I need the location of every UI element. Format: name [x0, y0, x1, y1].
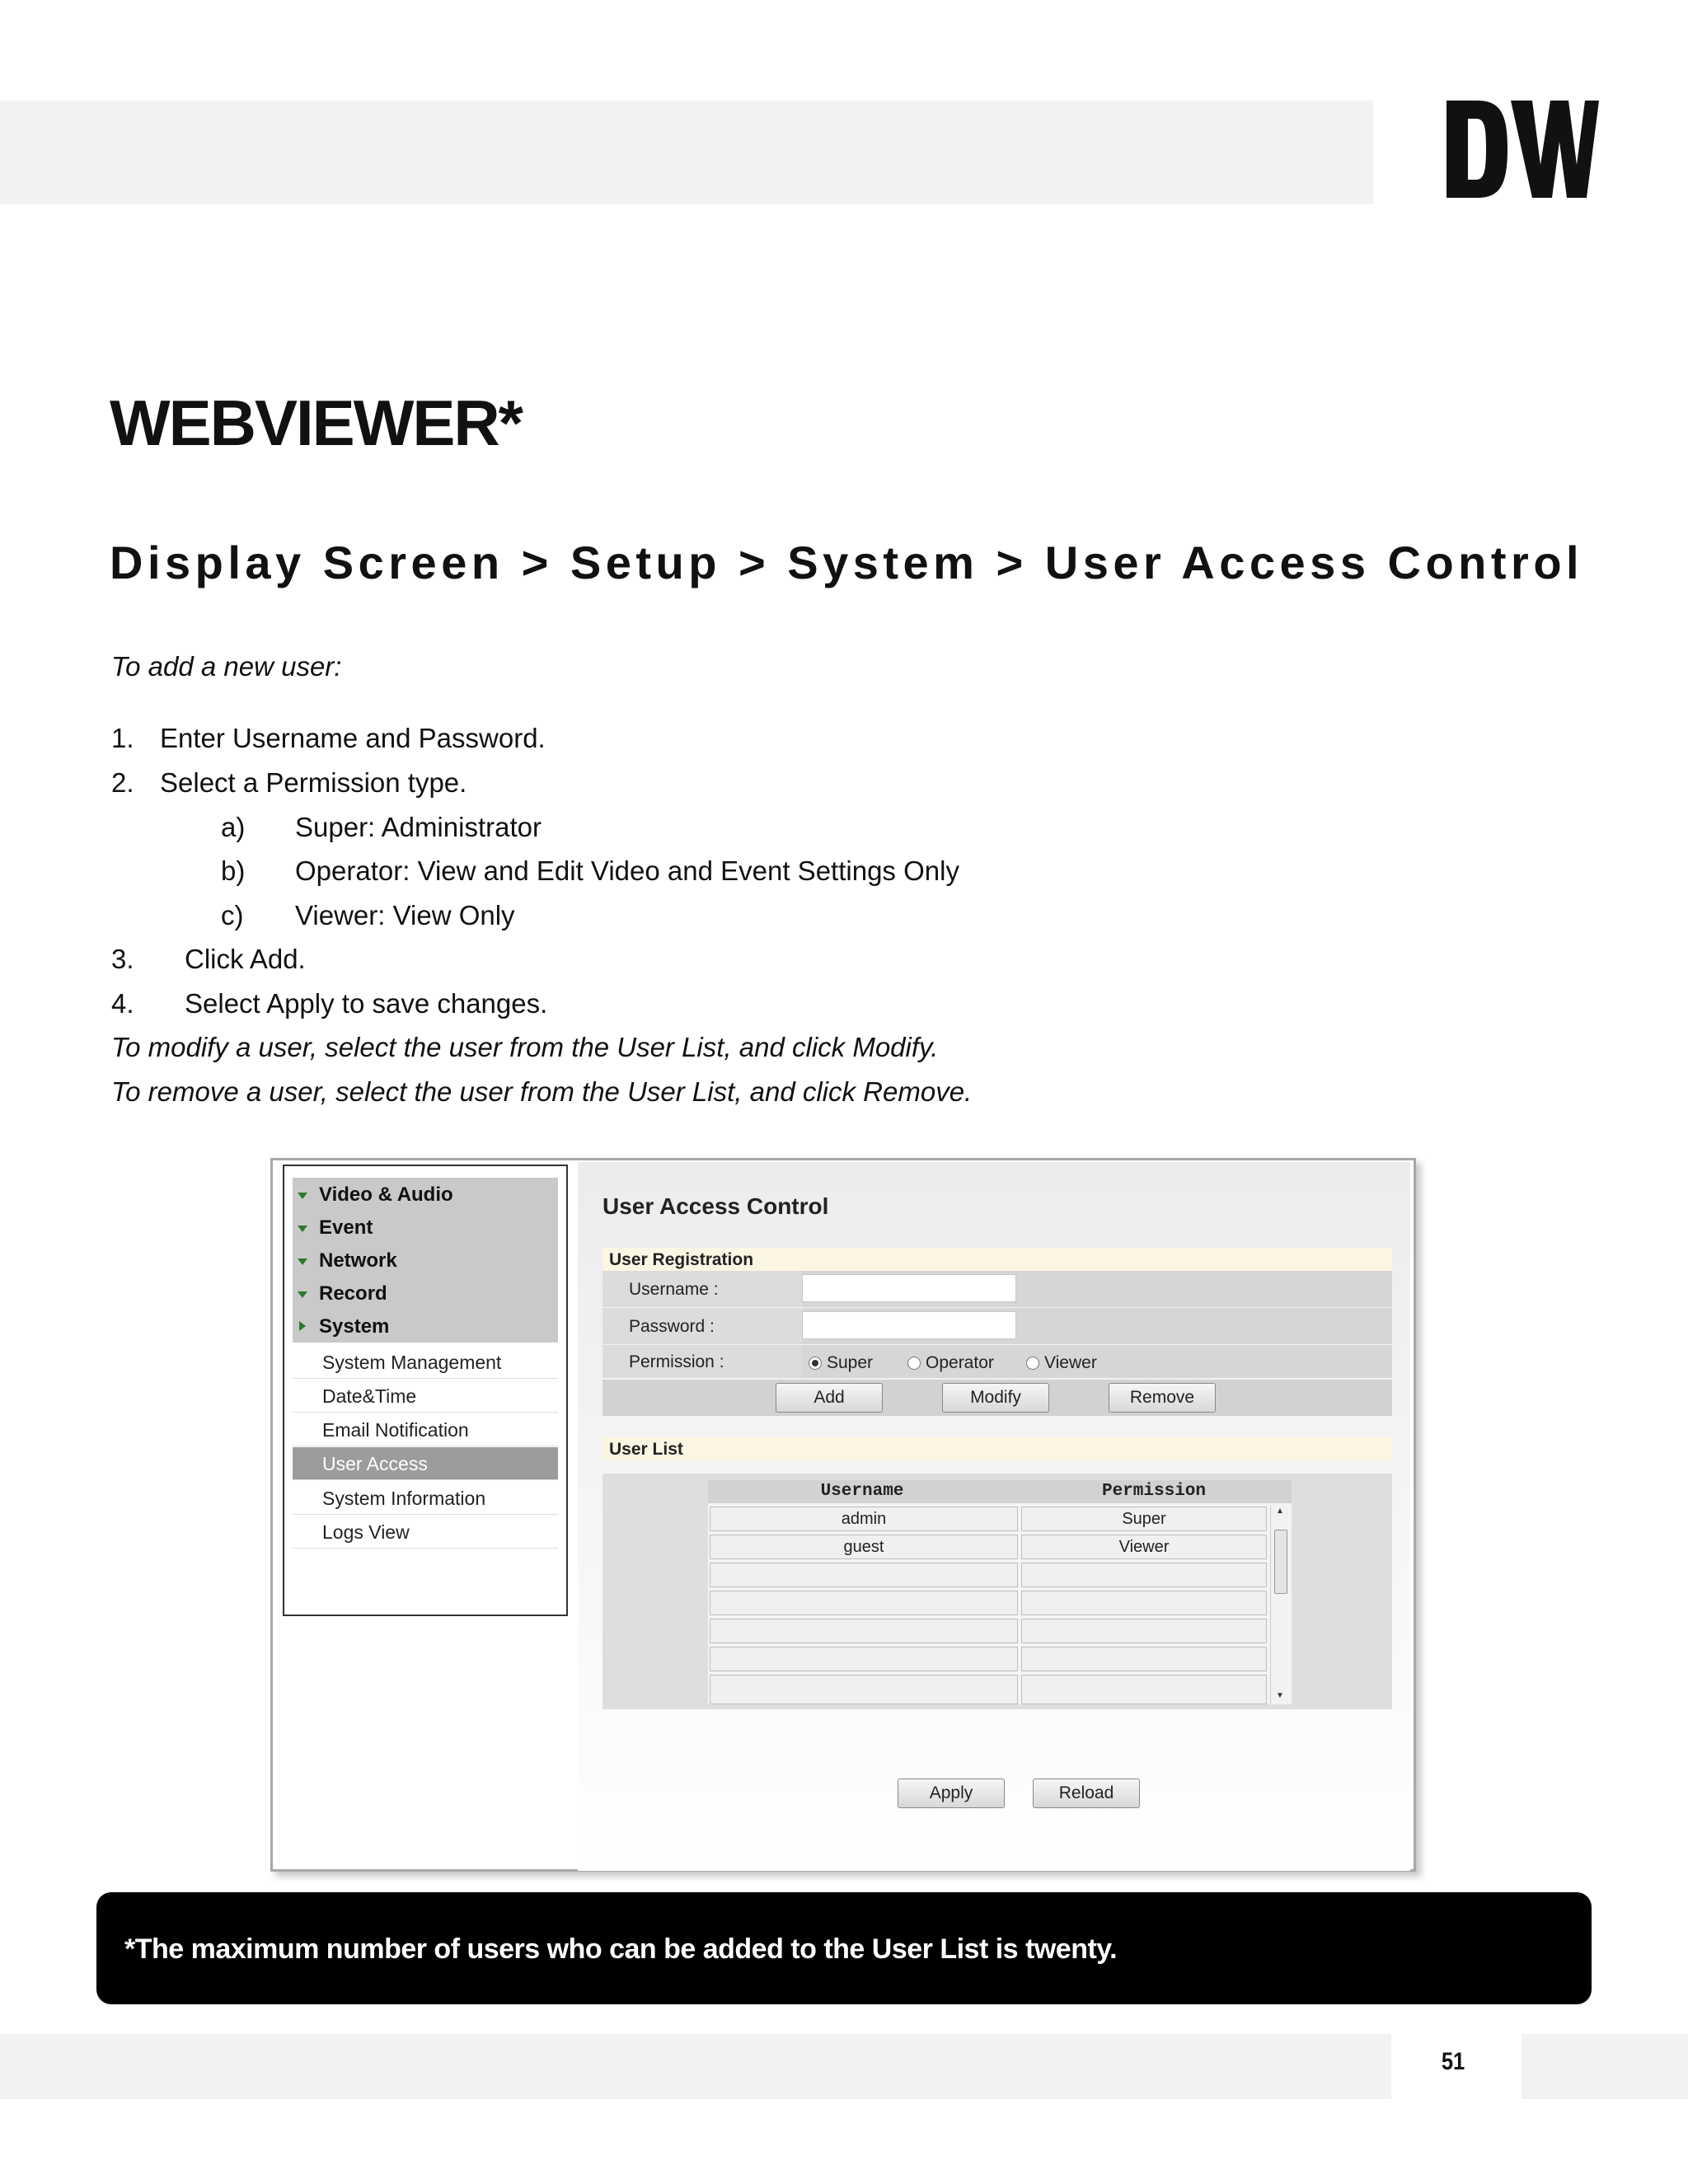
username-input[interactable] — [802, 1274, 1016, 1302]
scroll-up-icon[interactable]: ▲ — [1276, 1507, 1284, 1516]
radio-icon — [1026, 1357, 1039, 1370]
intro-text: To add a new user: — [111, 651, 342, 682]
user-list-scrollbar[interactable] — [1270, 1505, 1291, 1704]
username-label — [603, 1271, 802, 1307]
step-text: Select Apply to save changes. — [185, 988, 548, 1019]
radio-super[interactable] — [809, 1353, 873, 1373]
menu-item-user-access[interactable] — [293, 1447, 558, 1480]
menu-category-video-audio[interactable] — [293, 1178, 558, 1211]
menu-item-date-time[interactable] — [293, 1380, 558, 1413]
empty-row-cell[interactable] — [710, 1675, 1018, 1704]
menu-category-label: Record — [319, 1282, 387, 1305]
apply-button[interactable]: Apply — [898, 1779, 1005, 1808]
field-label: Permission : — [629, 1352, 724, 1371]
breadcrumb: Display Screen > Setup > System > User Access Control — [110, 537, 1584, 588]
permission-row — [603, 1345, 1392, 1378]
dw-logo — [1447, 99, 1599, 199]
user-cell-permission[interactable]: Super — [1021, 1507, 1267, 1531]
step-number: 2. — [111, 767, 134, 798]
empty-row-cell[interactable] — [710, 1591, 1018, 1615]
column-header-username[interactable]: Username — [708, 1480, 1016, 1503]
modify-note: To modify a user, select the user from the User List, and click Modify. — [111, 1032, 939, 1062]
user-access-panel — [578, 1162, 1410, 1871]
expand-arrow-icon — [298, 1193, 307, 1199]
menu-item-email-notification[interactable] — [293, 1413, 558, 1446]
section-label: User Registration — [609, 1250, 754, 1269]
column-header-permission[interactable]: Permission — [1016, 1480, 1292, 1503]
menu-item-system-information[interactable] — [293, 1482, 558, 1515]
radio-operator[interactable] — [907, 1353, 994, 1373]
menu-category-system[interactable] — [293, 1310, 558, 1343]
menu-item-label: System Management — [322, 1352, 502, 1373]
empty-row-cell[interactable] — [710, 1647, 1018, 1671]
add-button[interactable]: Add — [776, 1383, 883, 1413]
footnote-box — [96, 1892, 1592, 2004]
radio-label: Super — [827, 1353, 874, 1372]
menu-item-label: System Information — [322, 1488, 486, 1509]
user-cell-username[interactable]: admin — [710, 1507, 1018, 1531]
menu-item-label: Date&Time — [322, 1385, 417, 1407]
expand-arrow-icon — [298, 1291, 307, 1298]
menu-category-label: Network — [319, 1249, 397, 1272]
menu-item-label: User Access — [322, 1453, 428, 1474]
radio-viewer[interactable] — [1026, 1353, 1097, 1373]
menu-category-label: Event — [319, 1216, 373, 1239]
empty-row-cell[interactable] — [1021, 1563, 1267, 1587]
page-title: WEBVIEWER* — [110, 387, 523, 459]
page-number: 51 — [1441, 2048, 1465, 2075]
expand-arrow-icon — [298, 1258, 307, 1265]
empty-row-cell[interactable] — [1021, 1591, 1267, 1615]
field-label: Password : — [629, 1317, 715, 1336]
user-list-area — [603, 1474, 1392, 1709]
menu-category-event[interactable] — [293, 1211, 558, 1244]
collapse-arrow-icon — [299, 1321, 306, 1331]
username-row — [603, 1271, 1392, 1307]
radio-label: Viewer — [1044, 1353, 1097, 1372]
menu-category-label: System — [319, 1315, 390, 1338]
registration-button-row — [603, 1380, 1392, 1416]
menu-item-label: Logs View — [322, 1521, 410, 1543]
permission-label — [603, 1345, 802, 1378]
step-text: Select a Permission type. — [160, 767, 467, 798]
user-cell-permission[interactable]: Viewer — [1021, 1535, 1267, 1559]
step-number: 4. — [111, 988, 134, 1019]
substep-text: Super: Administrator — [295, 812, 542, 842]
step-number: 1. — [111, 723, 134, 753]
step-text: Click Add. — [185, 944, 306, 974]
substep-text: Viewer: View Only — [295, 900, 515, 930]
registration-header — [603, 1248, 1392, 1271]
menu-category-label: Video & Audio — [319, 1183, 453, 1206]
menu-item-logs-view[interactable] — [293, 1516, 558, 1549]
password-label — [603, 1308, 802, 1344]
scroll-down-icon[interactable]: ▼ — [1276, 1691, 1284, 1700]
substep-letter: b) — [221, 855, 246, 886]
footer-band — [0, 2034, 1391, 2099]
menu-category-network[interactable] — [293, 1244, 558, 1277]
empty-row-cell[interactable] — [710, 1619, 1018, 1643]
footer-band-right — [1522, 2034, 1688, 2099]
setup-screenshot — [270, 1158, 1416, 1872]
menu-item-label: Email Notification — [322, 1419, 469, 1441]
radio-selected-icon — [809, 1357, 822, 1370]
modify-button[interactable]: Modify — [942, 1383, 1049, 1413]
empty-row-cell[interactable] — [1021, 1675, 1267, 1704]
substep-text: Operator: View and Edit Video and Event Settings Only — [295, 855, 959, 886]
password-row — [603, 1308, 1392, 1344]
password-input[interactable] — [802, 1311, 1016, 1339]
menu-item-system-management[interactable] — [293, 1346, 558, 1379]
expand-arrow-icon — [298, 1226, 307, 1232]
step-text: Enter Username and Password. — [160, 723, 546, 753]
setup-menu — [283, 1165, 568, 1616]
field-label: Username : — [629, 1280, 719, 1299]
substep-letter: c) — [221, 900, 244, 930]
section-label: User List — [609, 1440, 683, 1459]
empty-row-cell[interactable] — [710, 1563, 1018, 1587]
step-number: 3. — [111, 944, 134, 974]
empty-row-cell[interactable] — [1021, 1647, 1267, 1671]
user-list-table — [708, 1480, 1292, 1704]
remove-button[interactable]: Remove — [1109, 1383, 1216, 1413]
footnote-text: *The maximum number of users who can be added to the User List is twenty. — [124, 1933, 1118, 1965]
header-band — [0, 101, 1373, 204]
user-list-header — [603, 1437, 1392, 1460]
menu-category-record[interactable] — [293, 1277, 558, 1310]
user-cell-username[interactable]: guest — [710, 1535, 1018, 1559]
scroll-thumb[interactable] — [1274, 1530, 1287, 1594]
remove-note: To remove a user, select the user from the User List, and click Remove. — [111, 1076, 973, 1107]
panel-title: User Access Control — [603, 1193, 829, 1219]
substep-letter: a) — [221, 812, 246, 842]
radio-icon — [907, 1357, 921, 1370]
reload-button[interactable]: Reload — [1033, 1779, 1140, 1808]
empty-row-cell[interactable] — [1021, 1619, 1267, 1643]
radio-label: Operator — [926, 1353, 994, 1372]
